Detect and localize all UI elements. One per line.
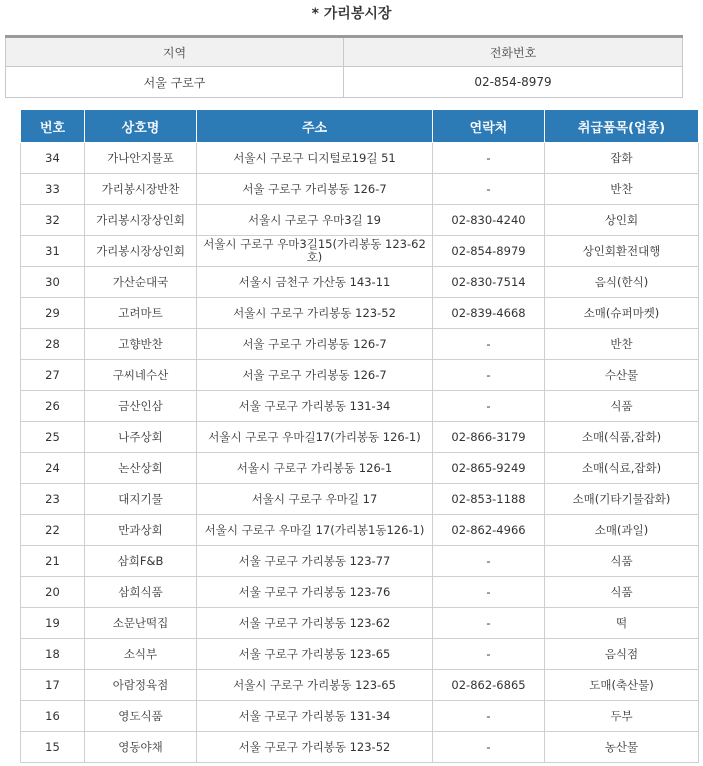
store-address: 서울 구로구 가리봉동 123-62 [197, 608, 433, 639]
store-contact: 02-862-6865 [433, 670, 545, 701]
store-category: 수산물 [545, 360, 699, 391]
store-address: 서울시 구로구 가리봉동 126-1 [197, 453, 433, 484]
store-contact: - [433, 143, 545, 174]
store-number: 23 [21, 484, 85, 515]
store-category: 소매(식료,잡화) [545, 453, 699, 484]
table-row [21, 174, 699, 205]
store-category: 식품 [545, 546, 699, 577]
store-category: 음식점 [545, 639, 699, 670]
store-name: 고향반찬 [85, 329, 197, 360]
store-name: 금산인삼 [85, 391, 197, 422]
store-address: 서울 구로구 가리봉동 123-77 [197, 546, 433, 577]
store-address: 서울 구로구 가리봉동 126-7 [197, 174, 433, 205]
table-row [21, 546, 699, 577]
store-number: 26 [21, 391, 85, 422]
store-name: 구씨네수산 [85, 360, 197, 391]
table-row [21, 639, 699, 670]
store-name: 논산상회 [85, 453, 197, 484]
store-number: 31 [21, 236, 85, 267]
store-address: 서울 구로구 가리봉동 123-65 [197, 639, 433, 670]
market-info-table [5, 35, 683, 98]
store-address: 서울 구로구 가리봉동 126-7 [197, 360, 433, 391]
store-name: 아람정육점 [85, 670, 197, 701]
table-row [21, 701, 699, 732]
store-contact: - [433, 174, 545, 205]
store-name: 고려마트 [85, 298, 197, 329]
table-row [21, 205, 699, 236]
store-number: 15 [21, 732, 85, 763]
header-number: 번호 [21, 110, 85, 143]
store-contact: - [433, 546, 545, 577]
store-name: 가산순대국 [85, 267, 197, 298]
info-phone: 02-854-8979 [344, 67, 683, 98]
store-list-table [20, 109, 699, 763]
store-number: 18 [21, 639, 85, 670]
store-name: 소식부 [85, 639, 197, 670]
store-name: 삼희식품 [85, 577, 197, 608]
store-contact: 02-830-4240 [433, 205, 545, 236]
store-contact: - [433, 391, 545, 422]
store-category: 상인회환전대행 [545, 236, 699, 267]
store-category: 반찬 [545, 329, 699, 360]
store-contact: - [433, 732, 545, 763]
header-store-name: 상호명 [85, 110, 197, 143]
store-contact: - [433, 329, 545, 360]
table-row [21, 267, 699, 298]
info-header-phone: 전화번호 [344, 37, 683, 67]
store-name: 가리봉시장상인회 [85, 205, 197, 236]
store-category: 농산물 [545, 732, 699, 763]
store-name: 영동야채 [85, 732, 197, 763]
header-contact: 연락처 [433, 110, 545, 143]
store-contact: - [433, 608, 545, 639]
store-address: 서울시 구로구 우마3길 19 [197, 205, 433, 236]
store-category: 상인회 [545, 205, 699, 236]
table-row [21, 515, 699, 546]
store-name: 삼희F&B [85, 546, 197, 577]
header-address: 주소 [197, 110, 433, 143]
table-row [21, 360, 699, 391]
store-contact: 02-830-7514 [433, 267, 545, 298]
store-contact: 02-853-1188 [433, 484, 545, 515]
store-rows [21, 143, 699, 763]
table-row [21, 298, 699, 329]
store-number: 19 [21, 608, 85, 639]
store-contact: - [433, 701, 545, 732]
store-contact: - [433, 639, 545, 670]
store-name: 대지기물 [85, 484, 197, 515]
table-row [21, 670, 699, 701]
table-row [21, 732, 699, 763]
info-row [6, 67, 683, 98]
store-address: 서울 구로구 가리봉동 131-34 [197, 391, 433, 422]
info-header-region: 지역 [6, 37, 344, 67]
table-row [21, 143, 699, 174]
store-address: 서울시 구로구 디지털로19길 51 [197, 143, 433, 174]
store-number: 30 [21, 267, 85, 298]
page-title: * 가리봉시장 [311, 6, 392, 22]
store-category: 도매(축산물) [545, 670, 699, 701]
table-row [21, 391, 699, 422]
store-number: 33 [21, 174, 85, 205]
store-name: 가리봉시장상인회 [85, 236, 197, 267]
store-number: 20 [21, 577, 85, 608]
store-category: 잡화 [545, 143, 699, 174]
table-row [21, 329, 699, 360]
store-category: 반찬 [545, 174, 699, 205]
table-row [21, 453, 699, 484]
store-number: 17 [21, 670, 85, 701]
store-address: 서울 구로구 가리봉동 123-52 [197, 732, 433, 763]
store-name: 영도식품 [85, 701, 197, 732]
store-name: 나주상회 [85, 422, 197, 453]
store-header-row [21, 110, 699, 143]
store-address: 서울 구로구 가리봉동 126-7 [197, 329, 433, 360]
store-category: 소매(과일) [545, 515, 699, 546]
store-number: 22 [21, 515, 85, 546]
store-address: 서울시 구로구 우마길 17 [197, 484, 433, 515]
store-contact: 02-866-3179 [433, 422, 545, 453]
store-address: 서울시 구로구 가리봉동 123-65 [197, 670, 433, 701]
store-number: 28 [21, 329, 85, 360]
store-name: 만과상회 [85, 515, 197, 546]
store-address: 서울시 구로구 우마길 17(가리봉1동126-1) [197, 515, 433, 546]
store-contact: 02-862-4966 [433, 515, 545, 546]
store-category: 음식(한식) [545, 267, 699, 298]
table-row [21, 484, 699, 515]
store-category: 소매(식품,잡화) [545, 422, 699, 453]
store-address: 서울시 금천구 가산동 143-11 [197, 267, 433, 298]
store-contact: 02-839-4668 [433, 298, 545, 329]
store-number: 34 [21, 143, 85, 174]
store-address: 서울시 구로구 우마3길15(가리봉동 123-62호) [197, 236, 433, 267]
table-row [21, 577, 699, 608]
table-row [21, 236, 699, 267]
store-name: 가리봉시장반찬 [85, 174, 197, 205]
store-contact: 02-865-9249 [433, 453, 545, 484]
store-category: 소매(슈퍼마켓) [545, 298, 699, 329]
store-category: 식품 [545, 391, 699, 422]
info-header-row [6, 37, 683, 67]
store-category: 소매(기타기물잡화) [545, 484, 699, 515]
store-name: 가나안지물포 [85, 143, 197, 174]
store-address: 서울 구로구 가리봉동 123-76 [197, 577, 433, 608]
store-address: 서울시 구로구 가리봉동 123-52 [197, 298, 433, 329]
store-number: 25 [21, 422, 85, 453]
store-name: 소문난떡집 [85, 608, 197, 639]
info-region: 서울 구로구 [6, 67, 344, 98]
table-row [21, 422, 699, 453]
store-contact: 02-854-8979 [433, 236, 545, 267]
store-number: 24 [21, 453, 85, 484]
header-category: 취급품목(업종) [545, 110, 699, 143]
store-address: 서울 구로구 가리봉동 131-34 [197, 701, 433, 732]
store-contact: - [433, 577, 545, 608]
store-category: 두부 [545, 701, 699, 732]
store-contact: - [433, 360, 545, 391]
store-number: 29 [21, 298, 85, 329]
store-number: 16 [21, 701, 85, 732]
table-row [21, 608, 699, 639]
store-number: 32 [21, 205, 85, 236]
store-number: 21 [21, 546, 85, 577]
store-address: 서울시 구로구 우마길17(가리봉동 126-1) [197, 422, 433, 453]
store-category: 떡 [545, 608, 699, 639]
store-category: 식품 [545, 577, 699, 608]
store-number: 27 [21, 360, 85, 391]
